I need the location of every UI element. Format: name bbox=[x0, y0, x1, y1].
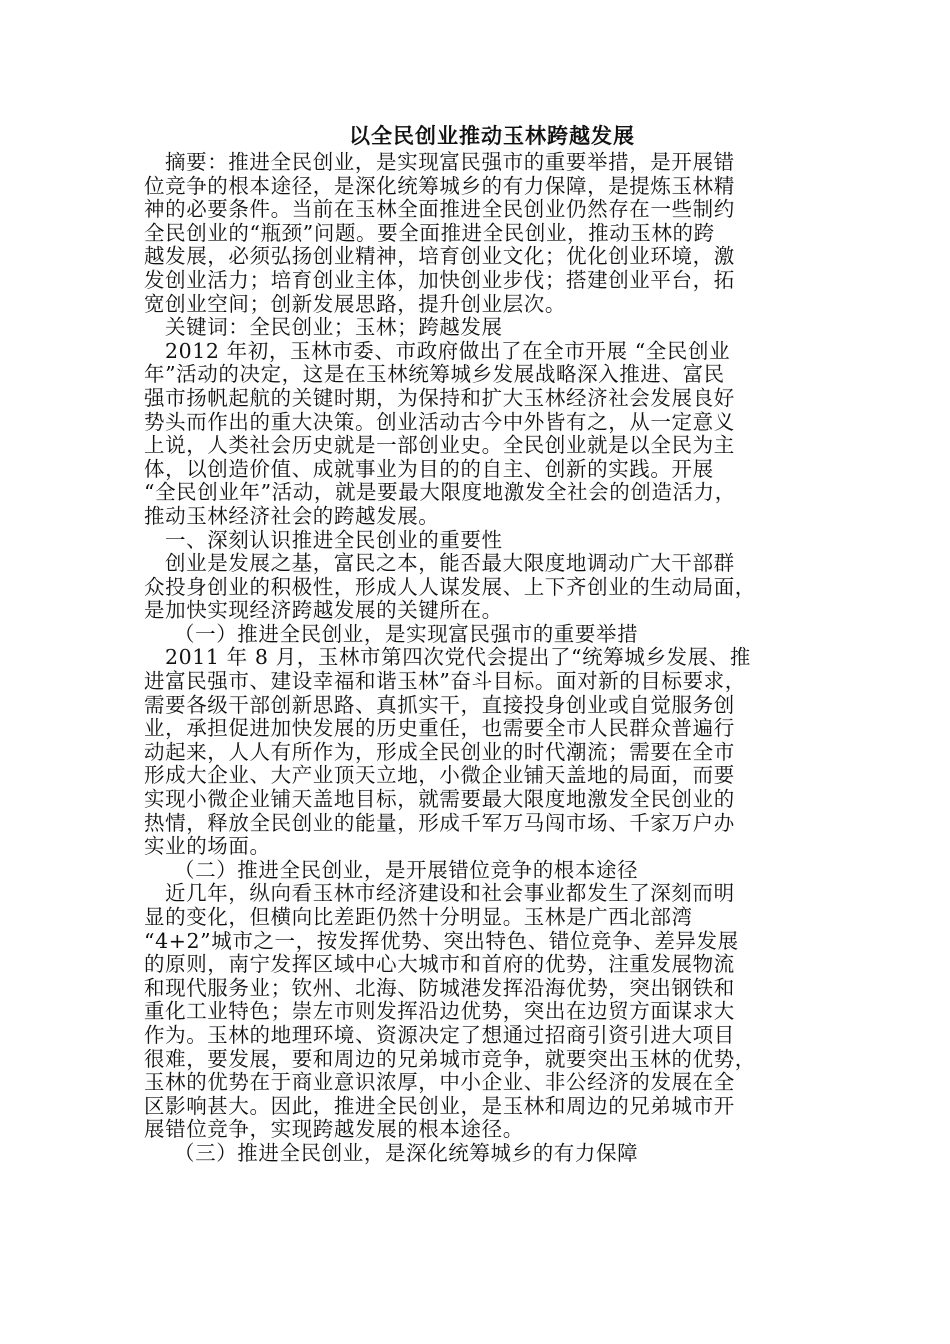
subheading-paragraph bbox=[144, 1142, 800, 1166]
text-line: 势头而作出的重大决策。创业活动古今中外皆有之，从一定意义 bbox=[144, 409, 735, 434]
text-line: 越发展，必须弘扬创业精神，培育创业文化；优化创业环境，激 bbox=[144, 244, 735, 269]
body-paragraph bbox=[144, 882, 800, 1142]
text-line: 实现小微企业铺天盖地目标，就需要最大限度地激发全民创业的 bbox=[144, 787, 735, 812]
text-line: 近几年，纵向看玉林市经济建设和社会事业都发生了深刻而明 bbox=[165, 881, 735, 906]
text-line: 展错位竞争，实现跨越发展的根本途径。 bbox=[144, 1117, 524, 1142]
body-paragraph bbox=[144, 340, 800, 529]
text-line: 强市扬帆起航的关键时期，为保持和扩大玉林经济社会发展良好 bbox=[144, 385, 735, 410]
text-line: 需要各级干部创新思路、真抓实干，直接投身创业或自觉服务创 bbox=[144, 692, 735, 717]
text-line: 作为。玉林的地理环境、资源决定了想通过招商引资引进大项目 bbox=[144, 1022, 735, 1047]
text-line: 显的变化，但横向比差距仍然十分明显。玉林是广西北部湾 bbox=[144, 905, 693, 929]
text-line: 重化工业特色；崇左市则发挥沿边优势，突出在边贸方面谋求大 bbox=[144, 999, 735, 1024]
text-line: “全民创业年”活动，就是要最大限度地激发全社会的创造活力， bbox=[144, 480, 736, 505]
text-line: 一、深刻认识推进全民创业的重要性 bbox=[165, 527, 503, 552]
text-line: 形成大企业、大产业顶天立地，小微企业铺天盖地的局面，而要 bbox=[144, 763, 735, 788]
text-line: “4+2”城市之一，按发挥优势、突出特色、错位竞争、差异发展 bbox=[144, 928, 739, 953]
text-line: 全民创业的“瓶颈”问题。要全面推进全民创业，推动玉林的跨 bbox=[144, 220, 715, 245]
document-body bbox=[144, 151, 800, 1166]
text-line: 创业是发展之基，富民之本，能否最大限度地调动广大干部群 bbox=[165, 551, 735, 576]
text-line: 区影响甚大。因此，推进全民创业，是玉林和周边的兄弟城市开 bbox=[144, 1093, 735, 1118]
body-paragraph bbox=[144, 646, 800, 858]
text-line: 是加快实现经济跨越发展的关键所在。 bbox=[144, 598, 503, 623]
subheading-paragraph bbox=[144, 859, 800, 883]
text-line: 位竞争的根本途径，是深化统筹城乡的有力保障，是提炼玉林精 bbox=[144, 173, 735, 198]
abstract-paragraph bbox=[144, 151, 800, 316]
text-line: （三）推进全民创业，是深化统筹城乡的有力保障 bbox=[174, 1140, 639, 1165]
text-line: 业，承担促进加快发展的历史重任，也需要全市人民群众普遍行 bbox=[144, 716, 735, 741]
text-line: 关键词：全民创业；玉林；跨越发展 bbox=[165, 315, 503, 340]
text-line: 和现代服务业；钦州、北海、防城港发挥沿海优势，突出钢铁和 bbox=[144, 975, 735, 1000]
text-line: 热情，释放全民创业的能量，形成千军万马闯市场、千家万户办 bbox=[144, 810, 735, 835]
text-line: 年”活动的决定，这是在玉林统筹城乡发展战略深入推进、富民 bbox=[144, 362, 725, 387]
text-line: （二）推进全民创业，是开展错位竞争的根本途径 bbox=[174, 857, 639, 882]
text-line: 上说，人类社会历史就是一部创业史。全民创业就是以全民为主 bbox=[144, 433, 735, 458]
keywords-paragraph bbox=[144, 316, 800, 340]
text-line: （一）推进全民创业，是实现富民强市的重要举措 bbox=[174, 621, 639, 646]
subheading-paragraph bbox=[144, 623, 800, 647]
text-line: 动起来，人人有所作为，形成全民创业的时代潮流；需要在全市 bbox=[144, 739, 735, 764]
text-line: 推动玉林经济社会的跨越发展。 bbox=[144, 503, 440, 528]
document-title: 以全民创业推动玉林跨越发展 bbox=[349, 124, 635, 148]
heading-paragraph bbox=[144, 529, 800, 553]
text-line: 很难，要发展，要和周边的兄弟城市竞争，就要突出玉林的优势， bbox=[144, 1046, 756, 1071]
text-line: 2012 年初，玉林市委、市政府做出了在全市开展 “全民创业 bbox=[165, 338, 731, 363]
text-line: 2011 年 8 月，玉林市第四次党代会提出了“统筹城乡发展、推 bbox=[165, 645, 751, 670]
body-paragraph bbox=[144, 552, 800, 623]
text-line: 神的必要条件。当前在玉林全面推进全民创业仍然存在一些制约 bbox=[144, 197, 735, 222]
text-line: 发创业活力；培育创业主体，加快创业步伐；搭建创业平台，拓 bbox=[144, 267, 735, 292]
text-line: 的原则，南宁发挥区域中心大城市和首府的优势，注重发展物流 bbox=[144, 952, 735, 977]
text-line: 实业的场面。 bbox=[144, 834, 271, 859]
text-line: 进富民强市、建设幸福和谐玉林”奋斗目标。面对新的目标要求， bbox=[144, 669, 746, 694]
text-line: 众投身创业的积极性，形成人人谋发展、上下齐创业的生动局面， bbox=[144, 574, 756, 599]
text-line: 玉林的优势在于商业意识浓厚，中小企业、非公经济的发展在全 bbox=[144, 1070, 735, 1095]
text-line: 体，以创造价值、成就事业为目的的自主、创新的实践。开展 bbox=[144, 456, 714, 481]
text-line: 摘要：推进全民创业，是实现富民强市的重要举措，是开展错 bbox=[165, 150, 735, 174]
text-line: 宽创业空间；创新发展思路，提升创业层次。 bbox=[144, 291, 566, 316]
